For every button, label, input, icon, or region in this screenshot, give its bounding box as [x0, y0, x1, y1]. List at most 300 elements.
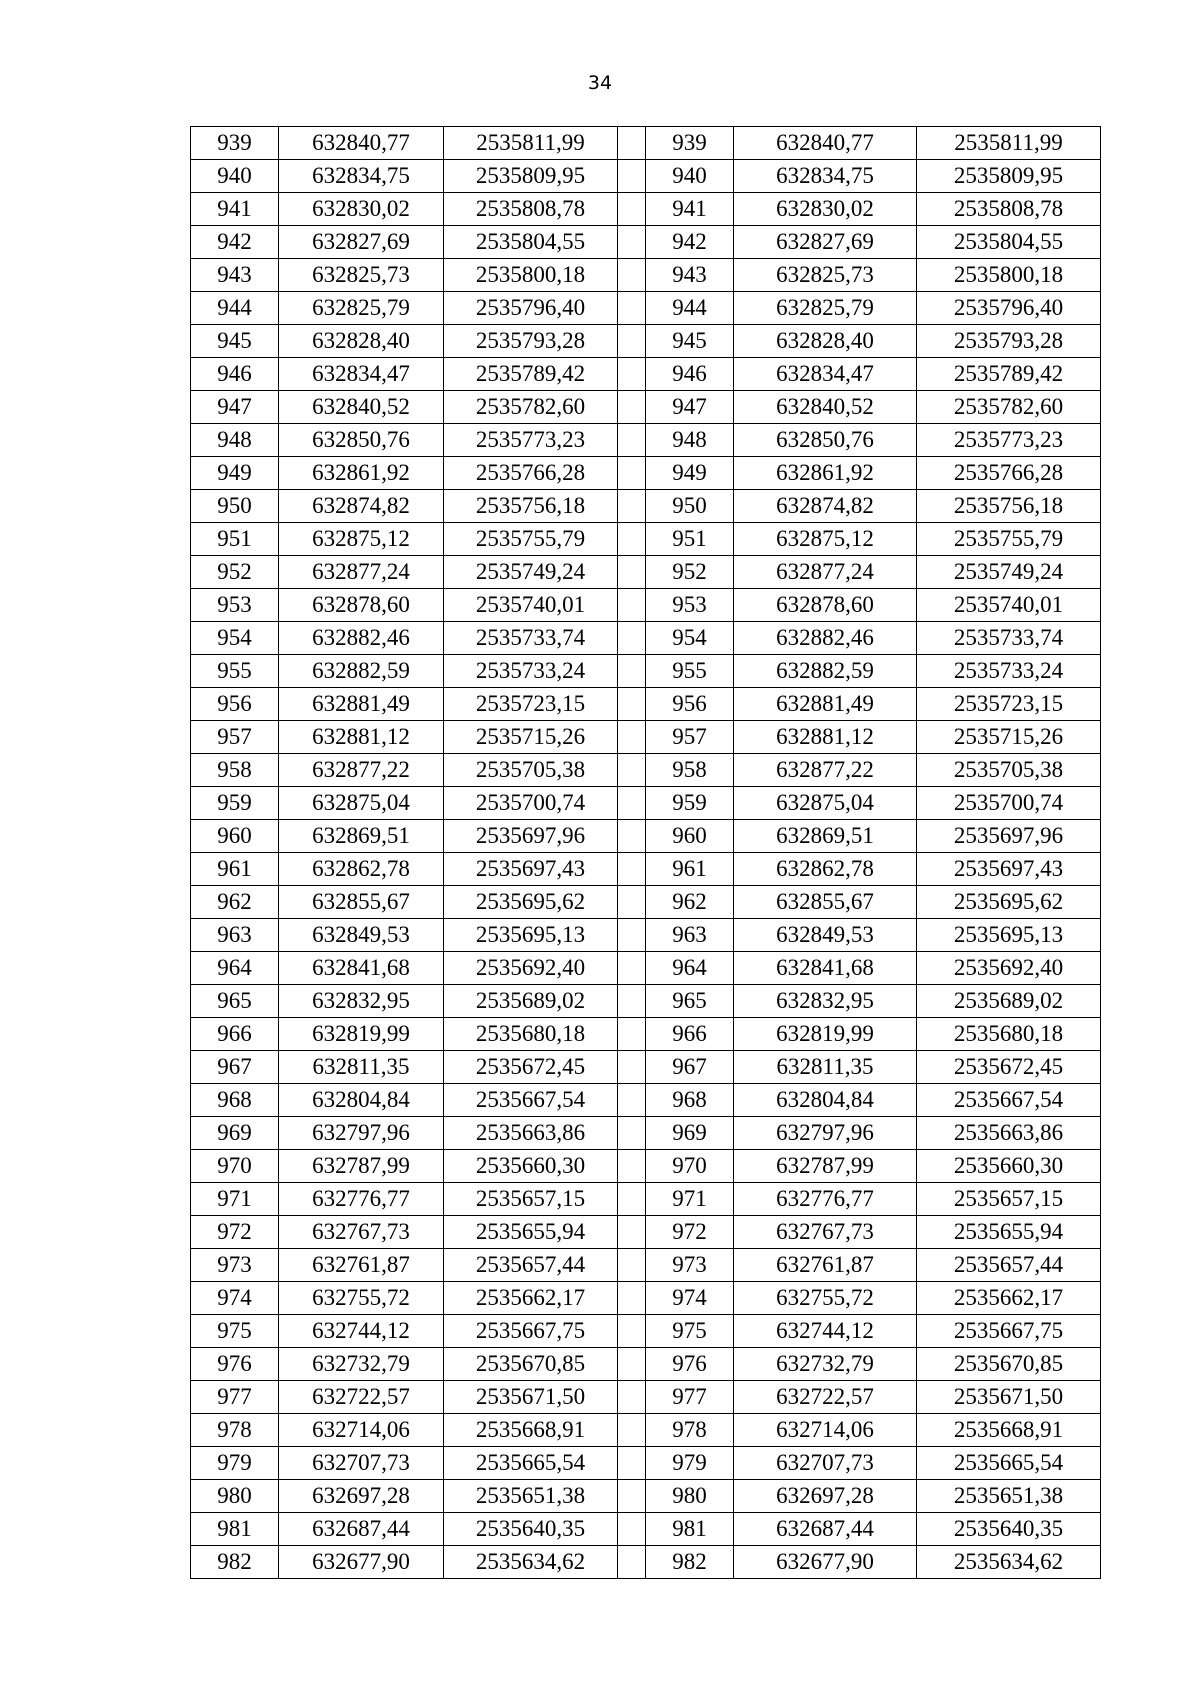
left-y-coordinate-cell: 2535793,28	[444, 325, 618, 358]
right-point-number-cell: 966	[646, 1018, 734, 1051]
right-y-coordinate-cell: 2535700,74	[917, 787, 1101, 820]
left-x-coordinate-cell: 632834,47	[279, 358, 444, 391]
left-x-coordinate-cell: 632722,57	[279, 1381, 444, 1414]
left-x-coordinate-cell: 632827,69	[279, 226, 444, 259]
left-y-coordinate-cell: 2535695,62	[444, 886, 618, 919]
left-y-coordinate-cell: 2535634,62	[444, 1546, 618, 1579]
left-point-number-cell: 944	[191, 292, 279, 325]
empty-separator-cell	[618, 886, 646, 919]
left-point-number-cell: 950	[191, 490, 279, 523]
left-x-coordinate-cell: 632877,24	[279, 556, 444, 589]
right-point-number-cell: 943	[646, 259, 734, 292]
empty-separator-cell	[618, 1546, 646, 1579]
table-row	[191, 523, 1101, 556]
right-y-coordinate-cell: 2535809,95	[917, 160, 1101, 193]
left-point-number-cell: 973	[191, 1249, 279, 1282]
left-y-coordinate-cell: 2535755,79	[444, 523, 618, 556]
table-row	[191, 787, 1101, 820]
table-row	[191, 1348, 1101, 1381]
left-x-coordinate-cell: 632849,53	[279, 919, 444, 952]
right-x-coordinate-cell: 632697,28	[734, 1480, 917, 1513]
right-point-number-cell: 973	[646, 1249, 734, 1282]
left-y-coordinate-cell: 2535733,24	[444, 655, 618, 688]
left-x-coordinate-cell: 632840,52	[279, 391, 444, 424]
left-x-coordinate-cell: 632811,35	[279, 1051, 444, 1084]
left-point-number-cell: 974	[191, 1282, 279, 1315]
empty-separator-cell	[618, 952, 646, 985]
table-row	[191, 1216, 1101, 1249]
right-y-coordinate-cell: 2535657,15	[917, 1183, 1101, 1216]
left-x-coordinate-cell: 632875,12	[279, 523, 444, 556]
left-x-coordinate-cell: 632840,77	[279, 127, 444, 160]
right-point-number-cell: 948	[646, 424, 734, 457]
right-point-number-cell: 964	[646, 952, 734, 985]
left-y-coordinate-cell: 2535692,40	[444, 952, 618, 985]
empty-separator-cell	[618, 1348, 646, 1381]
left-y-coordinate-cell: 2535697,43	[444, 853, 618, 886]
right-y-coordinate-cell: 2535651,38	[917, 1480, 1101, 1513]
right-y-coordinate-cell: 2535733,74	[917, 622, 1101, 655]
left-point-number-cell: 957	[191, 721, 279, 754]
empty-separator-cell	[618, 556, 646, 589]
empty-separator-cell	[618, 1315, 646, 1348]
table-row	[191, 391, 1101, 424]
right-x-coordinate-cell: 632841,68	[734, 952, 917, 985]
left-point-number-cell: 982	[191, 1546, 279, 1579]
right-y-coordinate-cell: 2535672,45	[917, 1051, 1101, 1084]
left-point-number-cell: 956	[191, 688, 279, 721]
right-y-coordinate-cell: 2535697,96	[917, 820, 1101, 853]
right-y-coordinate-cell: 2535773,23	[917, 424, 1101, 457]
left-x-coordinate-cell: 632732,79	[279, 1348, 444, 1381]
left-point-number-cell: 958	[191, 754, 279, 787]
table-row	[191, 193, 1101, 226]
table-row	[191, 1150, 1101, 1183]
left-y-coordinate-cell: 2535670,85	[444, 1348, 618, 1381]
right-x-coordinate-cell: 632744,12	[734, 1315, 917, 1348]
right-x-coordinate-cell: 632877,22	[734, 754, 917, 787]
right-x-coordinate-cell: 632849,53	[734, 919, 917, 952]
empty-separator-cell	[618, 820, 646, 853]
right-point-number-cell: 941	[646, 193, 734, 226]
right-x-coordinate-cell: 632825,79	[734, 292, 917, 325]
left-x-coordinate-cell: 632714,06	[279, 1414, 444, 1447]
empty-separator-cell	[618, 1084, 646, 1117]
right-point-number-cell: 970	[646, 1150, 734, 1183]
left-point-number-cell: 959	[191, 787, 279, 820]
table-row	[191, 1513, 1101, 1546]
empty-separator-cell	[618, 919, 646, 952]
right-point-number-cell: 958	[646, 754, 734, 787]
right-x-coordinate-cell: 632828,40	[734, 325, 917, 358]
left-y-coordinate-cell: 2535756,18	[444, 490, 618, 523]
coordinates-table-body	[191, 127, 1101, 1579]
right-point-number-cell: 976	[646, 1348, 734, 1381]
right-y-coordinate-cell: 2535749,24	[917, 556, 1101, 589]
empty-separator-cell	[618, 1480, 646, 1513]
right-x-coordinate-cell: 632811,35	[734, 1051, 917, 1084]
left-x-coordinate-cell: 632877,22	[279, 754, 444, 787]
left-x-coordinate-cell: 632755,72	[279, 1282, 444, 1315]
right-point-number-cell: 944	[646, 292, 734, 325]
empty-separator-cell	[618, 325, 646, 358]
left-x-coordinate-cell: 632875,04	[279, 787, 444, 820]
right-y-coordinate-cell: 2535695,62	[917, 886, 1101, 919]
left-point-number-cell: 942	[191, 226, 279, 259]
table-row	[191, 589, 1101, 622]
right-point-number-cell: 960	[646, 820, 734, 853]
right-y-coordinate-cell: 2535667,54	[917, 1084, 1101, 1117]
left-x-coordinate-cell: 632882,46	[279, 622, 444, 655]
empty-separator-cell	[618, 985, 646, 1018]
table-row	[191, 292, 1101, 325]
left-x-coordinate-cell: 632787,99	[279, 1150, 444, 1183]
empty-separator-cell	[618, 787, 646, 820]
left-y-coordinate-cell: 2535796,40	[444, 292, 618, 325]
right-point-number-cell: 979	[646, 1447, 734, 1480]
right-x-coordinate-cell: 632832,95	[734, 985, 917, 1018]
right-y-coordinate-cell: 2535660,30	[917, 1150, 1101, 1183]
left-point-number-cell: 980	[191, 1480, 279, 1513]
left-x-coordinate-cell: 632825,73	[279, 259, 444, 292]
right-y-coordinate-cell: 2535804,55	[917, 226, 1101, 259]
table-row	[191, 1282, 1101, 1315]
table-row	[191, 1018, 1101, 1051]
right-x-coordinate-cell: 632797,96	[734, 1117, 917, 1150]
right-x-coordinate-cell: 632787,99	[734, 1150, 917, 1183]
right-point-number-cell: 955	[646, 655, 734, 688]
empty-separator-cell	[618, 1249, 646, 1282]
left-x-coordinate-cell: 632830,02	[279, 193, 444, 226]
right-x-coordinate-cell: 632767,73	[734, 1216, 917, 1249]
left-point-number-cell: 949	[191, 457, 279, 490]
left-point-number-cell: 951	[191, 523, 279, 556]
right-point-number-cell: 945	[646, 325, 734, 358]
left-x-coordinate-cell: 632767,73	[279, 1216, 444, 1249]
table-row	[191, 358, 1101, 391]
table-row	[191, 1117, 1101, 1150]
left-point-number-cell: 947	[191, 391, 279, 424]
table-row	[191, 490, 1101, 523]
right-x-coordinate-cell: 632850,76	[734, 424, 917, 457]
left-point-number-cell: 940	[191, 160, 279, 193]
left-point-number-cell: 967	[191, 1051, 279, 1084]
left-point-number-cell: 954	[191, 622, 279, 655]
empty-separator-cell	[618, 193, 646, 226]
right-y-coordinate-cell: 2535755,79	[917, 523, 1101, 556]
right-point-number-cell: 981	[646, 1513, 734, 1546]
left-y-coordinate-cell: 2535695,13	[444, 919, 618, 952]
table-row	[191, 556, 1101, 589]
left-x-coordinate-cell: 632697,28	[279, 1480, 444, 1513]
right-y-coordinate-cell: 2535808,78	[917, 193, 1101, 226]
right-y-coordinate-cell: 2535668,91	[917, 1414, 1101, 1447]
right-x-coordinate-cell: 632677,90	[734, 1546, 917, 1579]
left-x-coordinate-cell: 632776,77	[279, 1183, 444, 1216]
left-y-coordinate-cell: 2535723,15	[444, 688, 618, 721]
right-point-number-cell: 972	[646, 1216, 734, 1249]
right-y-coordinate-cell: 2535657,44	[917, 1249, 1101, 1282]
left-point-number-cell: 968	[191, 1084, 279, 1117]
right-y-coordinate-cell: 2535634,62	[917, 1546, 1101, 1579]
right-point-number-cell: 978	[646, 1414, 734, 1447]
left-y-coordinate-cell: 2535811,99	[444, 127, 618, 160]
right-x-coordinate-cell: 632755,72	[734, 1282, 917, 1315]
empty-separator-cell	[618, 1117, 646, 1150]
right-point-number-cell: 951	[646, 523, 734, 556]
empty-separator-cell	[618, 589, 646, 622]
table-row	[191, 127, 1101, 160]
right-x-coordinate-cell: 632878,60	[734, 589, 917, 622]
right-x-coordinate-cell: 632819,99	[734, 1018, 917, 1051]
right-point-number-cell: 975	[646, 1315, 734, 1348]
table-row	[191, 655, 1101, 688]
right-y-coordinate-cell: 2535782,60	[917, 391, 1101, 424]
left-x-coordinate-cell: 632744,12	[279, 1315, 444, 1348]
right-x-coordinate-cell: 632827,69	[734, 226, 917, 259]
right-x-coordinate-cell: 632707,73	[734, 1447, 917, 1480]
left-x-coordinate-cell: 632862,78	[279, 853, 444, 886]
left-point-number-cell: 966	[191, 1018, 279, 1051]
table-row	[191, 1414, 1101, 1447]
left-point-number-cell: 969	[191, 1117, 279, 1150]
right-x-coordinate-cell: 632881,49	[734, 688, 917, 721]
right-point-number-cell: 954	[646, 622, 734, 655]
left-y-coordinate-cell: 2535667,75	[444, 1315, 618, 1348]
left-y-coordinate-cell: 2535804,55	[444, 226, 618, 259]
left-y-coordinate-cell: 2535667,54	[444, 1084, 618, 1117]
right-x-coordinate-cell: 632861,92	[734, 457, 917, 490]
empty-separator-cell	[618, 721, 646, 754]
empty-separator-cell	[618, 127, 646, 160]
left-x-coordinate-cell: 632828,40	[279, 325, 444, 358]
right-x-coordinate-cell: 632874,82	[734, 490, 917, 523]
left-y-coordinate-cell: 2535663,86	[444, 1117, 618, 1150]
left-point-number-cell: 972	[191, 1216, 279, 1249]
right-point-number-cell: 956	[646, 688, 734, 721]
right-point-number-cell: 952	[646, 556, 734, 589]
table-row	[191, 985, 1101, 1018]
table-row	[191, 721, 1101, 754]
left-y-coordinate-cell: 2535733,74	[444, 622, 618, 655]
right-point-number-cell: 953	[646, 589, 734, 622]
left-x-coordinate-cell: 632841,68	[279, 952, 444, 985]
table-row	[191, 952, 1101, 985]
right-x-coordinate-cell: 632875,12	[734, 523, 917, 556]
left-y-coordinate-cell: 2535657,15	[444, 1183, 618, 1216]
table-row	[191, 754, 1101, 787]
left-x-coordinate-cell: 632881,49	[279, 688, 444, 721]
empty-separator-cell	[618, 259, 646, 292]
empty-separator-cell	[618, 457, 646, 490]
left-point-number-cell: 946	[191, 358, 279, 391]
left-y-coordinate-cell: 2535640,35	[444, 1513, 618, 1546]
left-y-coordinate-cell: 2535672,45	[444, 1051, 618, 1084]
empty-separator-cell	[618, 1018, 646, 1051]
left-x-coordinate-cell: 632832,95	[279, 985, 444, 1018]
table-row	[191, 1249, 1101, 1282]
right-x-coordinate-cell: 632840,77	[734, 127, 917, 160]
left-point-number-cell: 977	[191, 1381, 279, 1414]
empty-separator-cell	[618, 1513, 646, 1546]
table-row	[191, 325, 1101, 358]
empty-separator-cell	[618, 1183, 646, 1216]
right-y-coordinate-cell: 2535665,54	[917, 1447, 1101, 1480]
right-point-number-cell: 959	[646, 787, 734, 820]
right-x-coordinate-cell: 632825,73	[734, 259, 917, 292]
table-row	[191, 424, 1101, 457]
empty-separator-cell	[618, 1216, 646, 1249]
right-point-number-cell: 961	[646, 853, 734, 886]
right-y-coordinate-cell: 2535655,94	[917, 1216, 1101, 1249]
left-point-number-cell: 975	[191, 1315, 279, 1348]
right-y-coordinate-cell: 2535640,35	[917, 1513, 1101, 1546]
right-y-coordinate-cell: 2535766,28	[917, 457, 1101, 490]
empty-separator-cell	[618, 391, 646, 424]
left-y-coordinate-cell: 2535740,01	[444, 589, 618, 622]
table-row	[191, 1051, 1101, 1084]
table-row	[191, 1447, 1101, 1480]
right-x-coordinate-cell: 632776,77	[734, 1183, 917, 1216]
right-point-number-cell: 957	[646, 721, 734, 754]
table-row	[191, 1183, 1101, 1216]
right-x-coordinate-cell: 632840,52	[734, 391, 917, 424]
left-y-coordinate-cell: 2535655,94	[444, 1216, 618, 1249]
left-y-coordinate-cell: 2535766,28	[444, 457, 618, 490]
right-y-coordinate-cell: 2535733,24	[917, 655, 1101, 688]
left-point-number-cell: 970	[191, 1150, 279, 1183]
left-point-number-cell: 963	[191, 919, 279, 952]
empty-separator-cell	[618, 688, 646, 721]
right-point-number-cell: 974	[646, 1282, 734, 1315]
right-y-coordinate-cell: 2535663,86	[917, 1117, 1101, 1150]
table-row	[191, 853, 1101, 886]
left-point-number-cell: 939	[191, 127, 279, 160]
right-y-coordinate-cell: 2535756,18	[917, 490, 1101, 523]
left-y-coordinate-cell: 2535689,02	[444, 985, 618, 1018]
right-point-number-cell: 965	[646, 985, 734, 1018]
coordinates-table	[190, 126, 1101, 1579]
left-x-coordinate-cell: 632707,73	[279, 1447, 444, 1480]
right-x-coordinate-cell: 632882,46	[734, 622, 917, 655]
right-point-number-cell: 980	[646, 1480, 734, 1513]
right-point-number-cell: 982	[646, 1546, 734, 1579]
left-y-coordinate-cell: 2535808,78	[444, 193, 618, 226]
left-point-number-cell: 952	[191, 556, 279, 589]
empty-separator-cell	[618, 1381, 646, 1414]
left-y-coordinate-cell: 2535705,38	[444, 754, 618, 787]
left-y-coordinate-cell: 2535697,96	[444, 820, 618, 853]
left-point-number-cell: 948	[191, 424, 279, 457]
empty-separator-cell	[618, 160, 646, 193]
right-x-coordinate-cell: 632834,75	[734, 160, 917, 193]
left-x-coordinate-cell: 632869,51	[279, 820, 444, 853]
page-number: 34	[587, 72, 613, 94]
right-x-coordinate-cell: 632882,59	[734, 655, 917, 688]
empty-separator-cell	[618, 853, 646, 886]
left-x-coordinate-cell: 632855,67	[279, 886, 444, 919]
left-x-coordinate-cell: 632834,75	[279, 160, 444, 193]
empty-separator-cell	[618, 226, 646, 259]
empty-separator-cell	[618, 292, 646, 325]
left-y-coordinate-cell: 2535680,18	[444, 1018, 618, 1051]
table-row	[191, 688, 1101, 721]
table-row	[191, 1084, 1101, 1117]
right-x-coordinate-cell: 632869,51	[734, 820, 917, 853]
right-x-coordinate-cell: 632855,67	[734, 886, 917, 919]
right-x-coordinate-cell: 632761,87	[734, 1249, 917, 1282]
right-x-coordinate-cell: 632804,84	[734, 1084, 917, 1117]
left-y-coordinate-cell: 2535749,24	[444, 556, 618, 589]
left-point-number-cell: 979	[191, 1447, 279, 1480]
empty-separator-cell	[618, 523, 646, 556]
left-point-number-cell: 943	[191, 259, 279, 292]
left-y-coordinate-cell: 2535782,60	[444, 391, 618, 424]
right-y-coordinate-cell: 2535670,85	[917, 1348, 1101, 1381]
table-row	[191, 226, 1101, 259]
empty-separator-cell	[618, 1150, 646, 1183]
right-x-coordinate-cell: 632722,57	[734, 1381, 917, 1414]
right-point-number-cell: 968	[646, 1084, 734, 1117]
left-y-coordinate-cell: 2535671,50	[444, 1381, 618, 1414]
left-point-number-cell: 955	[191, 655, 279, 688]
right-y-coordinate-cell: 2535695,13	[917, 919, 1101, 952]
empty-separator-cell	[618, 1414, 646, 1447]
left-y-coordinate-cell: 2535662,17	[444, 1282, 618, 1315]
left-y-coordinate-cell: 2535809,95	[444, 160, 618, 193]
right-point-number-cell: 949	[646, 457, 734, 490]
table-row	[191, 919, 1101, 952]
empty-separator-cell	[618, 622, 646, 655]
table-row	[191, 259, 1101, 292]
table-row	[191, 457, 1101, 490]
right-point-number-cell: 971	[646, 1183, 734, 1216]
table-row	[191, 1546, 1101, 1579]
right-y-coordinate-cell: 2535796,40	[917, 292, 1101, 325]
right-x-coordinate-cell: 632732,79	[734, 1348, 917, 1381]
left-point-number-cell: 981	[191, 1513, 279, 1546]
right-x-coordinate-cell: 632862,78	[734, 853, 917, 886]
table-row	[191, 1480, 1101, 1513]
left-point-number-cell: 960	[191, 820, 279, 853]
left-y-coordinate-cell: 2535665,54	[444, 1447, 618, 1480]
right-x-coordinate-cell: 632834,47	[734, 358, 917, 391]
left-point-number-cell: 941	[191, 193, 279, 226]
left-point-number-cell: 953	[191, 589, 279, 622]
left-point-number-cell: 971	[191, 1183, 279, 1216]
left-x-coordinate-cell: 632687,44	[279, 1513, 444, 1546]
right-point-number-cell: 946	[646, 358, 734, 391]
table-row	[191, 820, 1101, 853]
left-point-number-cell: 961	[191, 853, 279, 886]
right-point-number-cell: 940	[646, 160, 734, 193]
right-x-coordinate-cell: 632881,12	[734, 721, 917, 754]
left-x-coordinate-cell: 632797,96	[279, 1117, 444, 1150]
right-x-coordinate-cell: 632687,44	[734, 1513, 917, 1546]
left-x-coordinate-cell: 632878,60	[279, 589, 444, 622]
right-x-coordinate-cell: 632830,02	[734, 193, 917, 226]
empty-separator-cell	[618, 358, 646, 391]
left-y-coordinate-cell: 2535668,91	[444, 1414, 618, 1447]
right-y-coordinate-cell: 2535689,02	[917, 985, 1101, 1018]
left-x-coordinate-cell: 632825,79	[279, 292, 444, 325]
left-point-number-cell: 965	[191, 985, 279, 1018]
table-row	[191, 1315, 1101, 1348]
right-y-coordinate-cell: 2535740,01	[917, 589, 1101, 622]
right-y-coordinate-cell: 2535811,99	[917, 127, 1101, 160]
right-x-coordinate-cell: 632714,06	[734, 1414, 917, 1447]
empty-separator-cell	[618, 1447, 646, 1480]
